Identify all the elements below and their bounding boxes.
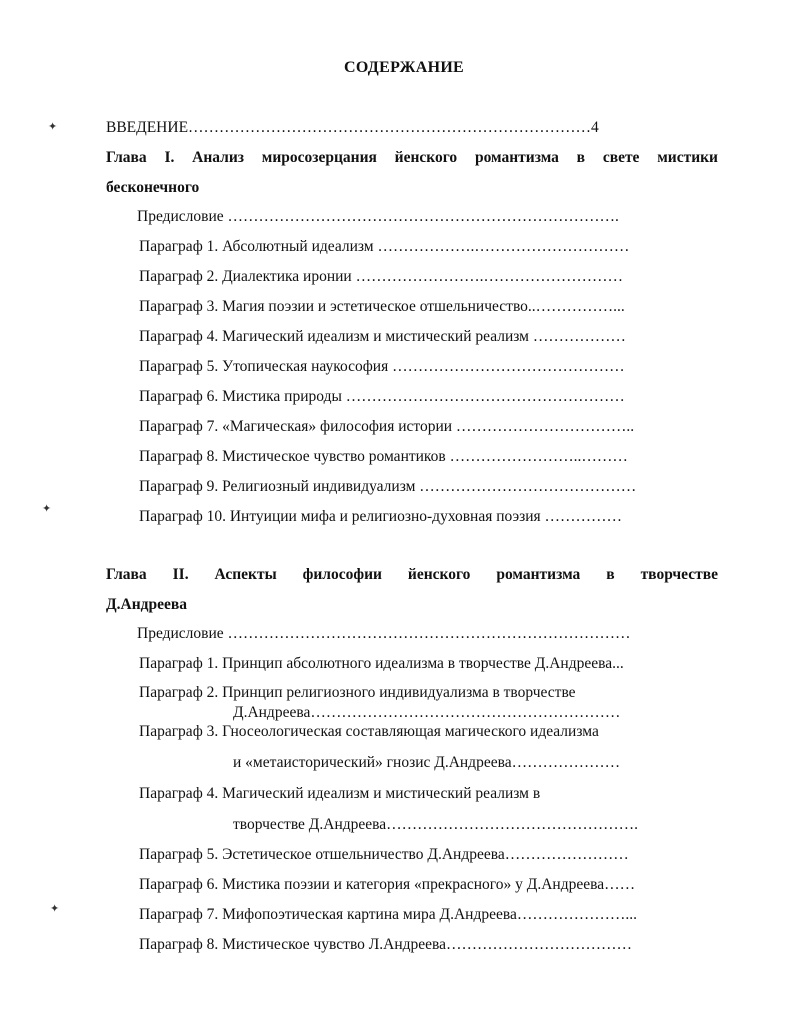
toc-entry-paragraph[interactable]: Параграф 1. Принцип абсолютного идеализма в творчестве Д.Андреева... [139, 655, 624, 672]
toc-entry-paragraph[interactable]: Параграф 1. Абсолютный идеализм ……………….………………………… [139, 238, 630, 255]
toc-entry-paragraph[interactable]: Параграф 7. «Магическая» философия истории …………………………….. [139, 418, 635, 435]
toc-entry-paragraph[interactable]: Параграф 6. Мистика природы ……………………………………………… [139, 388, 625, 405]
margin-mark: ✦ [42, 503, 52, 515]
toc-entry-paragraph[interactable]: Параграф 8. Мистическое чувство Л.Андреева……………………………… [139, 936, 633, 953]
chapter-heading-continuation: Д.Андреева [106, 596, 188, 613]
chapter-heading-1[interactable] [106, 148, 718, 168]
toc-entry-paragraph[interactable]: Параграф 9. Религиозный индивидуализм …………………………………… [139, 478, 637, 495]
chapter-heading-text: Глава I. Анализ миросозерцания йенского романтизма в свете мистики [106, 149, 718, 166]
toc-entry-paragraph[interactable]: Параграф 10. Интуиции мифа и религиозно-духовная поэзия …………… [139, 508, 623, 525]
toc-entry-paragraph[interactable]: Параграф 5. Эстетическое отшельничество Д.Андреева…………………… [139, 846, 629, 863]
toc-entry-paragraph-continuation[interactable]: Д.Андреева…………………………………………………… [233, 704, 621, 721]
margin-mark: ✦ [50, 903, 60, 915]
toc-entry-paragraph[interactable]: Параграф 3. Магия поэзии и эстетическое отшельничество..……………... [139, 298, 625, 315]
page-title: СОДЕРЖАНИЕ [344, 59, 465, 76]
toc-entry-paragraph[interactable]: Параграф 4. Магический идеализм и мистический реализм ……………… [139, 328, 626, 345]
toc-entry-paragraph[interactable]: Параграф 4. Магический идеализм и мистический реализм в [139, 785, 541, 802]
toc-entry-paragraph[interactable]: Параграф 7. Мифопоэтическая картина мира Д.Андреева…………………... [139, 906, 637, 923]
toc-entry-paragraph[interactable]: Параграф 5. Утопическая наукософия ……………………………………… [139, 358, 625, 375]
toc-entry-preface[interactable]: Предисловие …………………………………………………………………… [137, 625, 631, 642]
margin-mark: ✦ [48, 121, 58, 133]
toc-entry-paragraph[interactable]: Параграф 2. Принцип религиозного индивидуализма в творчестве [139, 684, 576, 701]
toc-entry-paragraph[interactable]: Параграф 3. Гносеологическая составляющая магического идеализма [139, 723, 599, 740]
toc-entry-paragraph-continuation[interactable]: творчестве Д.Андреева…………………………………………. [233, 816, 638, 833]
toc-entry-introduction[interactable]: ВВЕДЕНИЕ……………………………………………………………………4 [106, 119, 599, 136]
chapter-heading-2[interactable] [106, 565, 718, 585]
toc-entry-preface[interactable]: Предисловие …………………………………………………………………. [137, 208, 619, 225]
toc-entry-paragraph[interactable]: Параграф 6. Мистика поэзии и категория «прекрасного» у Д.Андреева…… [139, 876, 636, 893]
toc-entry-paragraph[interactable]: Параграф 8. Мистическое чувство романтиков ……………………..……… [139, 448, 628, 465]
chapter-heading-text: Глава II. Аспекты философии йенского романтизма в творчестве [106, 566, 718, 583]
toc-entry-paragraph-continuation[interactable]: и «метаисторический» гнозис Д.Андреева………………… [233, 754, 621, 771]
chapter-heading-continuation: бесконечного [106, 179, 200, 196]
toc-entry-paragraph[interactable]: Параграф 2. Диалектика иронии …………………….……………………… [139, 268, 623, 285]
